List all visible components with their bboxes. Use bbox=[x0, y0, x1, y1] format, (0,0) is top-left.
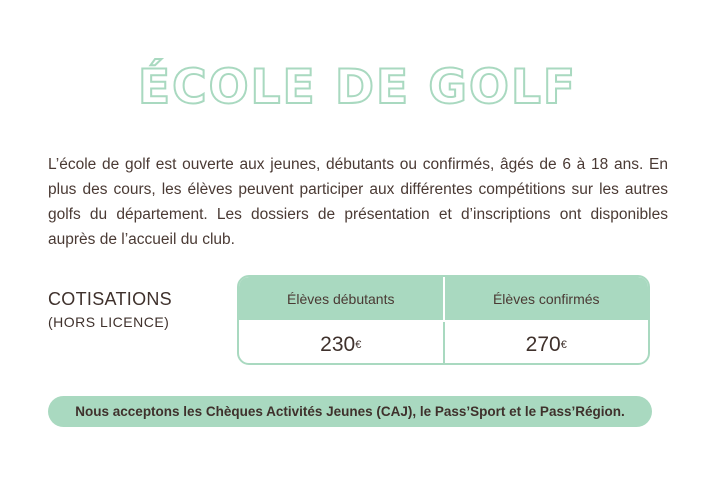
column-header-confirmes: Élèves confirmés bbox=[443, 277, 649, 320]
page-title: ÉCOLE DE GOLF bbox=[137, 60, 578, 115]
currency-symbol: € bbox=[560, 338, 567, 351]
fees-value-row bbox=[239, 322, 648, 365]
fee-confirmes-amount: 270 bbox=[525, 332, 561, 356]
fees-header-row bbox=[239, 277, 648, 320]
currency-symbol: € bbox=[355, 338, 362, 351]
column-header-debutants: Élèves débutants bbox=[287, 290, 395, 307]
fee-debutants bbox=[239, 322, 443, 365]
intro-paragraph: L’école de golf est ouverte aux jeunes, débutants ou confirmés, âgés de 6 à 18 ans. En plus des cours, les élèves peuvent participer aux différentes compétitions sur les autres golfs du département. Les dossiers de présentation et d’inscriptions ont disponibles auprès de l’accueil du club. bbox=[48, 156, 668, 248]
cotisations-label bbox=[48, 287, 172, 333]
fee-confirmes bbox=[443, 322, 649, 365]
fees-table bbox=[237, 275, 650, 365]
cotisations-subheading: (HORS LICENCE) bbox=[48, 314, 170, 330]
fee-debutants-amount: 230 bbox=[320, 332, 356, 356]
payment-info-banner: Nous acceptons les Chèques Activités Jeunes (CAJ), le Pass’Sport et le Pass’Région. bbox=[48, 396, 652, 427]
cotisations-heading: COTISATIONS bbox=[48, 289, 172, 309]
